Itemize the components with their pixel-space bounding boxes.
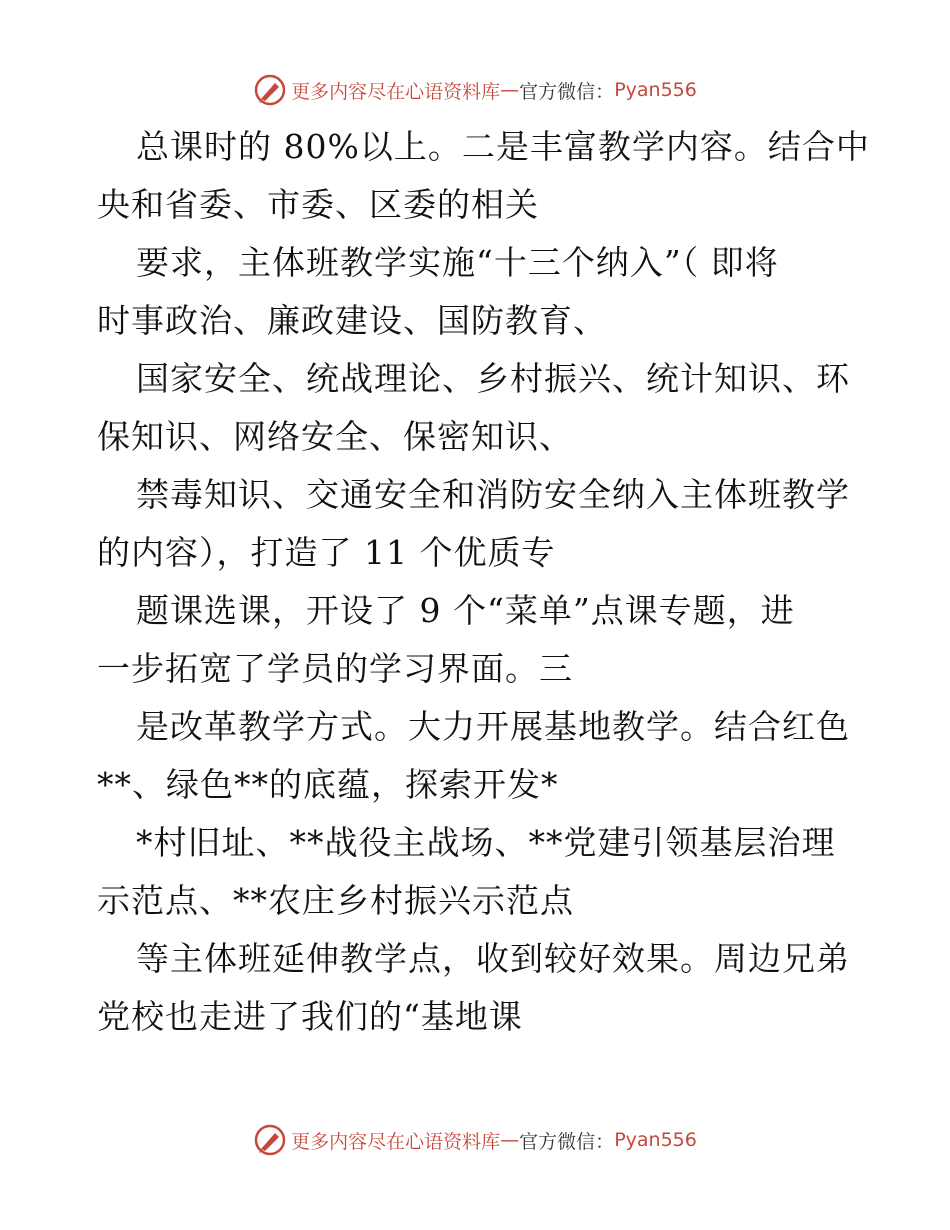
header-wechat-label: 官方微信： xyxy=(519,80,615,103)
text-line: 要求，主体班教学实施“十三个纳入”（ 即将 xyxy=(136,243,779,282)
text-line: 是改革教学方式。大力开展基地教学。结合红色 xyxy=(136,707,850,746)
text-line: 禁毒知识、交通安全和消防安全纳入主体班教学 xyxy=(136,475,850,514)
text-line: **、绿色**的底蕴，探索开发* xyxy=(97,765,559,804)
footer-banner xyxy=(0,1120,950,1160)
text-line: 保知识、网络安全、保密知识、 xyxy=(97,417,573,456)
header-banner xyxy=(0,70,950,110)
footer-separator: — xyxy=(500,1129,520,1151)
footer-wechat-label: 官方微信： xyxy=(519,1130,615,1153)
footer-brand-text: 更多内容尽在心语资料库 xyxy=(291,1130,501,1153)
text-line: 党校也走进了我们的“基地课 xyxy=(97,997,523,1036)
text-line: 时事政治、廉政建设、国防教育、 xyxy=(97,301,607,340)
footer-wechat-id: Pyan556 xyxy=(614,1129,697,1151)
text-line: *村旧址、**战役主战场、**党建引领基层治理 xyxy=(136,823,836,862)
text-line: 央和省委、市委、区委的相关 xyxy=(97,185,539,224)
text-line: 的内容），打造了 11 个优质专 xyxy=(97,533,556,572)
text-line: 总课时的 80%以上。二是丰富教学内容。结合中 xyxy=(136,127,870,166)
header-wechat-id: Pyan556 xyxy=(614,79,697,101)
text-line: 等主体班延伸教学点，收到较好效果。周边兄弟 xyxy=(136,939,850,978)
pen-logo-icon xyxy=(253,73,287,107)
text-line: 题课选课，开设了 9 个“菜单”点课专题，进 xyxy=(136,591,795,630)
text-line: 国家安全、统战理论、乡村振兴、统计知识、环 xyxy=(136,359,850,398)
header-separator: — xyxy=(500,79,520,101)
document-body xyxy=(97,118,870,1046)
text-line: 一步拓宽了学员的学习界面。三 xyxy=(97,649,573,688)
text-line: 示范点、**农庄乡村振兴示范点 xyxy=(97,881,574,920)
pen-logo-icon xyxy=(253,1123,287,1157)
header-brand-text: 更多内容尽在心语资料库 xyxy=(291,80,501,103)
